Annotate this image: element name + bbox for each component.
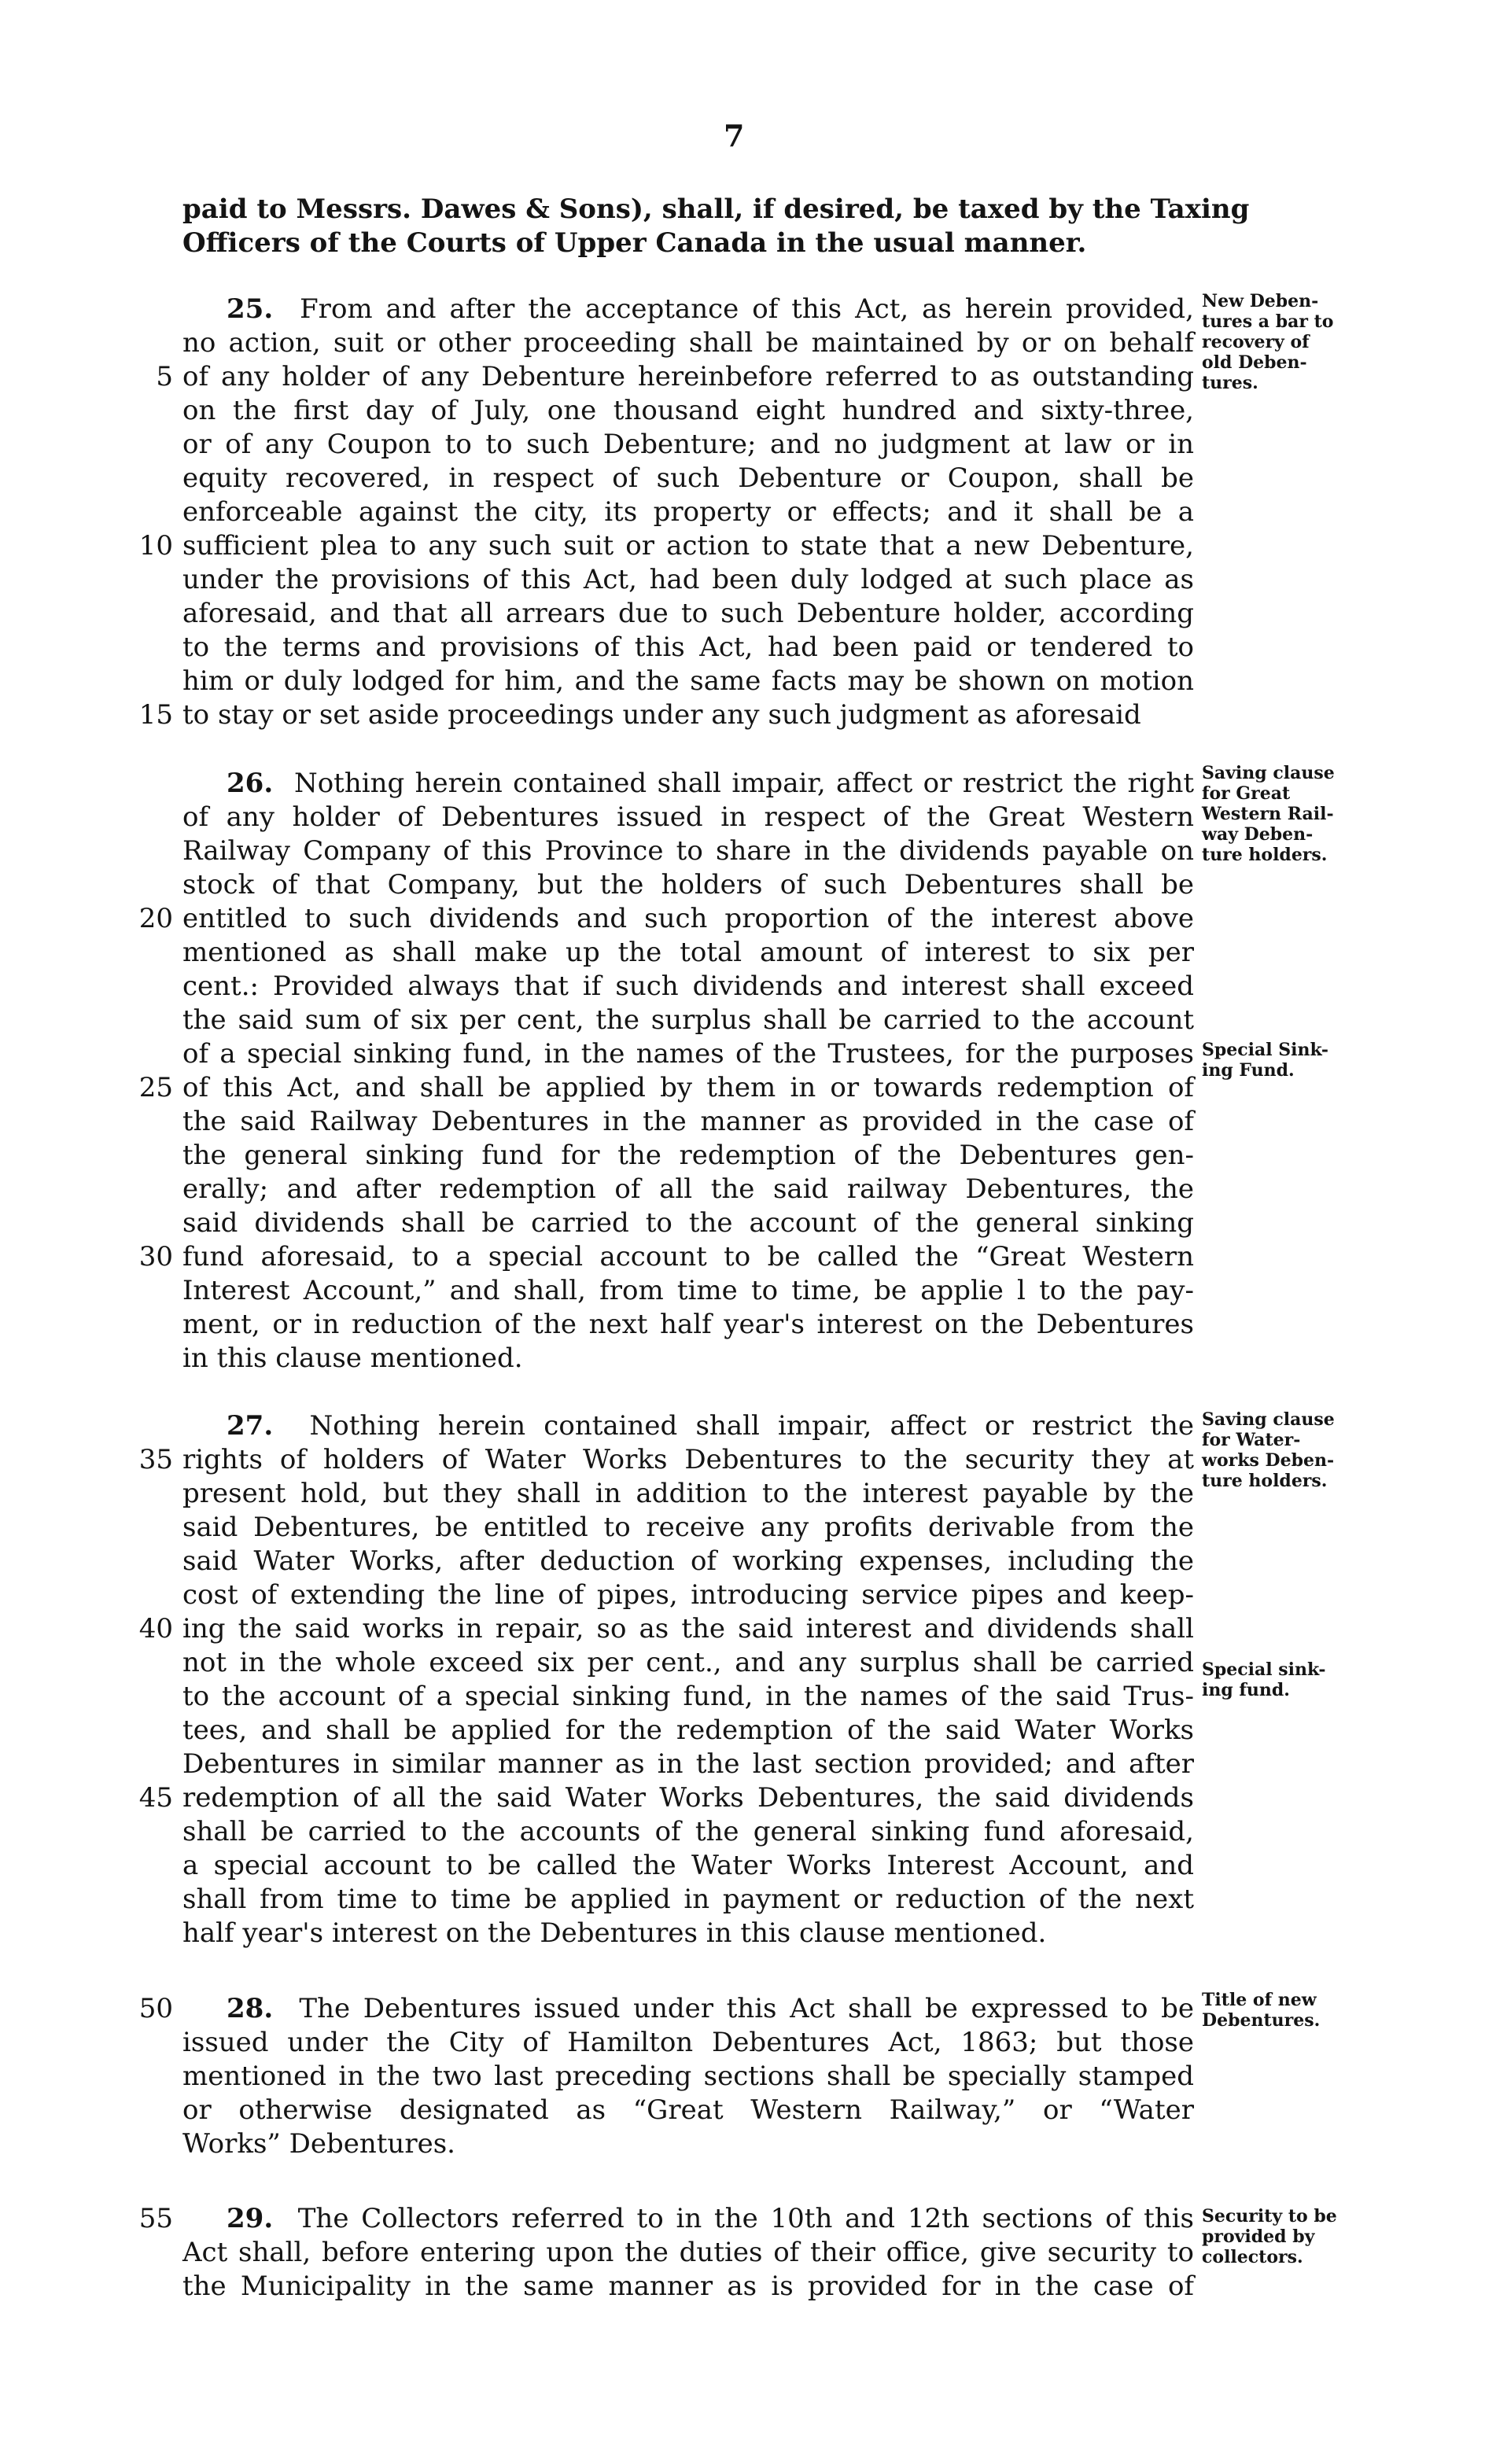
page-number: 7 bbox=[724, 118, 745, 153]
text-line: the Municipality in the same manner as is provided for in the case of bbox=[182, 2271, 1194, 2302]
margin-note-special-sinking-fund-2 bbox=[1202, 1659, 1398, 1700]
line-number: 10 bbox=[138, 530, 173, 562]
text-line: Debentures in similar manner as in the last section provided; and after bbox=[182, 1748, 1194, 1780]
text-line: fund aforesaid, to a special account to be called the “Great Western bbox=[182, 1241, 1194, 1273]
text-line: of any holder of Debentures issued in respect of the Great Western bbox=[182, 801, 1194, 833]
margin-note-security-collectors bbox=[1202, 2206, 1398, 2267]
text-line: rights of holders of Water Works Debentures to the security they at bbox=[182, 1444, 1194, 1475]
margin-note-line: Saving clause bbox=[1202, 1409, 1335, 1430]
text-line: ing the said works in repair, so as the said interest and dividends shall bbox=[182, 1613, 1194, 1645]
text-line: cent.: Provided always that if such dividends and interest shall exceed bbox=[182, 970, 1194, 1002]
line-number: 45 bbox=[138, 1782, 173, 1814]
margin-note-line: old Deben- bbox=[1202, 352, 1307, 373]
margin-note-line: Title of new bbox=[1202, 1990, 1317, 2010]
text-line: From and after the acceptance of this Act, as herein provided, bbox=[300, 293, 1194, 325]
text-line: tees, and shall be applied for the redemption of the said Water Works bbox=[182, 1714, 1194, 1746]
text-line: him or duly lodged for him, and the same facts may be shown on motion bbox=[182, 665, 1194, 697]
text-line: stock of that Company, but the holders of such Debentures shall be bbox=[182, 869, 1194, 901]
margin-note-line: ing Fund. bbox=[1202, 1060, 1295, 1081]
text-line: no action, suit or other proceeding shall be maintained by or on behalf bbox=[182, 327, 1194, 359]
text-line: The Debentures issued under this Act shall be expressed to be bbox=[299, 1993, 1194, 2024]
text-line: paid to Messrs. Dawes & Sons), shall, if desired, be taxed by the Taxing bbox=[182, 193, 1250, 225]
text-line: under the provisions of this Act, had been duly lodged at such place as bbox=[182, 564, 1194, 595]
line-number: 15 bbox=[138, 699, 173, 731]
section-number: 27. bbox=[227, 1410, 274, 1442]
margin-note-line: for Water- bbox=[1202, 1430, 1301, 1450]
text-line: Nothing herein contained shall impair, affect or restrict the right bbox=[293, 768, 1195, 799]
text-line: Act shall, before entering upon the duties of their office, give security to bbox=[182, 2237, 1194, 2268]
text-line: Officers of the Courts of Upper Canada in the usual manner. bbox=[182, 227, 1087, 259]
text-line: said Water Works, after deduction of working expenses, including the bbox=[182, 1545, 1194, 1577]
text-line: redemption of all the said Water Works Debentures, the said dividends bbox=[182, 1782, 1194, 1814]
section-25-first-line bbox=[182, 293, 1194, 326]
text-line: sufficient plea to any such suit or action to state that a new Debenture, bbox=[182, 530, 1194, 562]
text-line: half year's interest on the Debentures in this clause mentioned. bbox=[182, 1917, 1047, 1949]
margin-note-line: ture holders. bbox=[1202, 1471, 1328, 1491]
margin-note-line: provided by bbox=[1202, 2226, 1315, 2247]
margin-note-line: tures. bbox=[1202, 373, 1258, 393]
text-line: in this clause mentioned. bbox=[182, 1342, 523, 1374]
text-line: the general sinking fund for the redemption of the Debentures gen- bbox=[182, 1140, 1194, 1171]
line-number: 25 bbox=[138, 1072, 173, 1103]
section-number: 25. bbox=[227, 293, 274, 325]
text-line: mentioned in the two last preceding sections shall be specially stamped bbox=[182, 2061, 1194, 2092]
text-line: erally; and after redemption of all the said railway Debentures, the bbox=[182, 1173, 1194, 1205]
margin-note-line: for Great bbox=[1202, 783, 1291, 804]
margin-note-line: recovery of bbox=[1202, 332, 1310, 352]
line-number: 50 bbox=[138, 1993, 173, 2024]
line-number: 20 bbox=[138, 903, 173, 934]
line-number: 35 bbox=[138, 1444, 173, 1475]
margin-note-line: tures a bar to bbox=[1202, 311, 1334, 332]
text-line: to the terms and provisions of this Act, had been paid or tendered to bbox=[182, 632, 1194, 663]
text-line: The Collectors referred to in the 10th and 12th sections of this bbox=[297, 2203, 1194, 2234]
line-number: 30 bbox=[138, 1241, 173, 1273]
margin-note-line: New Deben- bbox=[1202, 291, 1319, 311]
section-27-first-line bbox=[182, 1409, 1194, 1442]
text-line: not in the whole exceed six per cent., and any surplus shall be carried bbox=[182, 1647, 1194, 1678]
margin-note-title-new-debentures bbox=[1202, 1990, 1398, 2031]
text-line: mentioned as shall make up the total amount of interest to six per bbox=[182, 937, 1194, 968]
text-line: Railway Company of this Province to share in the dividends payable on bbox=[182, 835, 1194, 867]
margin-note-line: Security to be bbox=[1202, 2206, 1337, 2226]
text-line: entitled to such dividends and such proportion of the interest above bbox=[182, 903, 1194, 934]
section-number: 26. bbox=[227, 768, 274, 799]
margin-note-line: ing fund. bbox=[1202, 1680, 1290, 1700]
text-line: Nothing herein contained shall impair, affect or restrict the bbox=[309, 1410, 1194, 1442]
margin-note-line: Debentures. bbox=[1202, 2010, 1321, 2031]
margin-note-new-debentures bbox=[1202, 291, 1398, 393]
text-line: shall from time to time be applied in payment or reduction of the next bbox=[182, 1884, 1194, 1915]
text-line: issued under the City of Hamilton Debentures Act, 1863; but those bbox=[182, 2027, 1194, 2058]
margin-note-line: Special sink- bbox=[1202, 1659, 1326, 1680]
margin-note-line: collectors. bbox=[1202, 2247, 1303, 2267]
section-number: 29. bbox=[227, 2203, 274, 2234]
margin-note-water-works bbox=[1202, 1409, 1398, 1491]
margin-note-line: Western Rail- bbox=[1202, 804, 1334, 824]
section-26-first-line bbox=[182, 767, 1194, 800]
text-line: of a special sinking fund, in the names of the Trustees, for the purposes bbox=[182, 1038, 1194, 1070]
text-line: Interest Account,” and shall, from time to time, be applie l to the pay- bbox=[182, 1275, 1194, 1306]
section-number: 28. bbox=[227, 1993, 274, 2024]
text-line: the said Railway Debentures in the manner as provided in the case of bbox=[182, 1106, 1194, 1137]
text-line: aforesaid, and that all arrears due to such Debenture holder, according bbox=[182, 598, 1194, 629]
margin-note-line: Special Sink- bbox=[1202, 1040, 1329, 1060]
margin-note-line: works Deben- bbox=[1202, 1450, 1335, 1471]
margin-note-line: ture holders. bbox=[1202, 845, 1328, 865]
margin-note-line: Saving clause bbox=[1202, 763, 1335, 783]
text-line: of any holder of any Debenture hereinbefore referred to as outstanding bbox=[182, 361, 1194, 392]
margin-note-line: way Deben- bbox=[1202, 824, 1314, 845]
text-line: of this Act, and shall be applied by them in or towards redemption of bbox=[182, 1072, 1194, 1103]
line-number: 40 bbox=[138, 1613, 173, 1645]
text-line: to stay or set aside proceedings under any such judgment as aforesaid bbox=[182, 699, 1141, 731]
text-line: present hold, but they shall in addition to the interest payable by the bbox=[182, 1478, 1194, 1509]
section-28-first-line bbox=[182, 1992, 1194, 2025]
text-line: shall be carried to the accounts of the general sinking fund aforesaid, bbox=[182, 1816, 1194, 1847]
line-number: 5 bbox=[156, 361, 173, 392]
text-line: Works” Debentures. bbox=[182, 2128, 455, 2160]
text-line: equity recovered, in respect of such Debenture or Coupon, shall be bbox=[182, 462, 1194, 494]
text-line: ment, or in reduction of the next half year's interest on the Debentures bbox=[182, 1309, 1194, 1340]
text-line: the said sum of six per cent, the surplus shall be carried to the account bbox=[182, 1004, 1194, 1036]
section-29-first-line bbox=[182, 2202, 1194, 2235]
text-line: on the first day of July, one thousand eight hundred and sixty-three, bbox=[182, 395, 1194, 426]
text-line: to the account of a special sinking fund, in the names of the said Trus- bbox=[182, 1681, 1194, 1712]
margin-note-great-western bbox=[1202, 763, 1398, 865]
text-line: or of any Coupon to to such Debenture; and no judgment at law or in bbox=[182, 429, 1194, 460]
text-line: said Debentures, be entitled to receive any profits derivable from the bbox=[182, 1512, 1194, 1543]
text-line: a special account to be called the Water Works Interest Account, and bbox=[182, 1850, 1194, 1881]
line-number: 55 bbox=[138, 2203, 173, 2234]
text-line: said dividends shall be carried to the account of the general sinking bbox=[182, 1207, 1194, 1239]
text-line: cost of extending the line of pipes, introducing service pipes and keep- bbox=[182, 1579, 1194, 1611]
margin-note-special-sinking-fund bbox=[1202, 1040, 1398, 1081]
text-line: or otherwise designated as “Great Western Railway,” or “Water bbox=[182, 2094, 1194, 2126]
text-line: enforceable against the city, its property or effects; and it shall be a bbox=[182, 496, 1194, 528]
